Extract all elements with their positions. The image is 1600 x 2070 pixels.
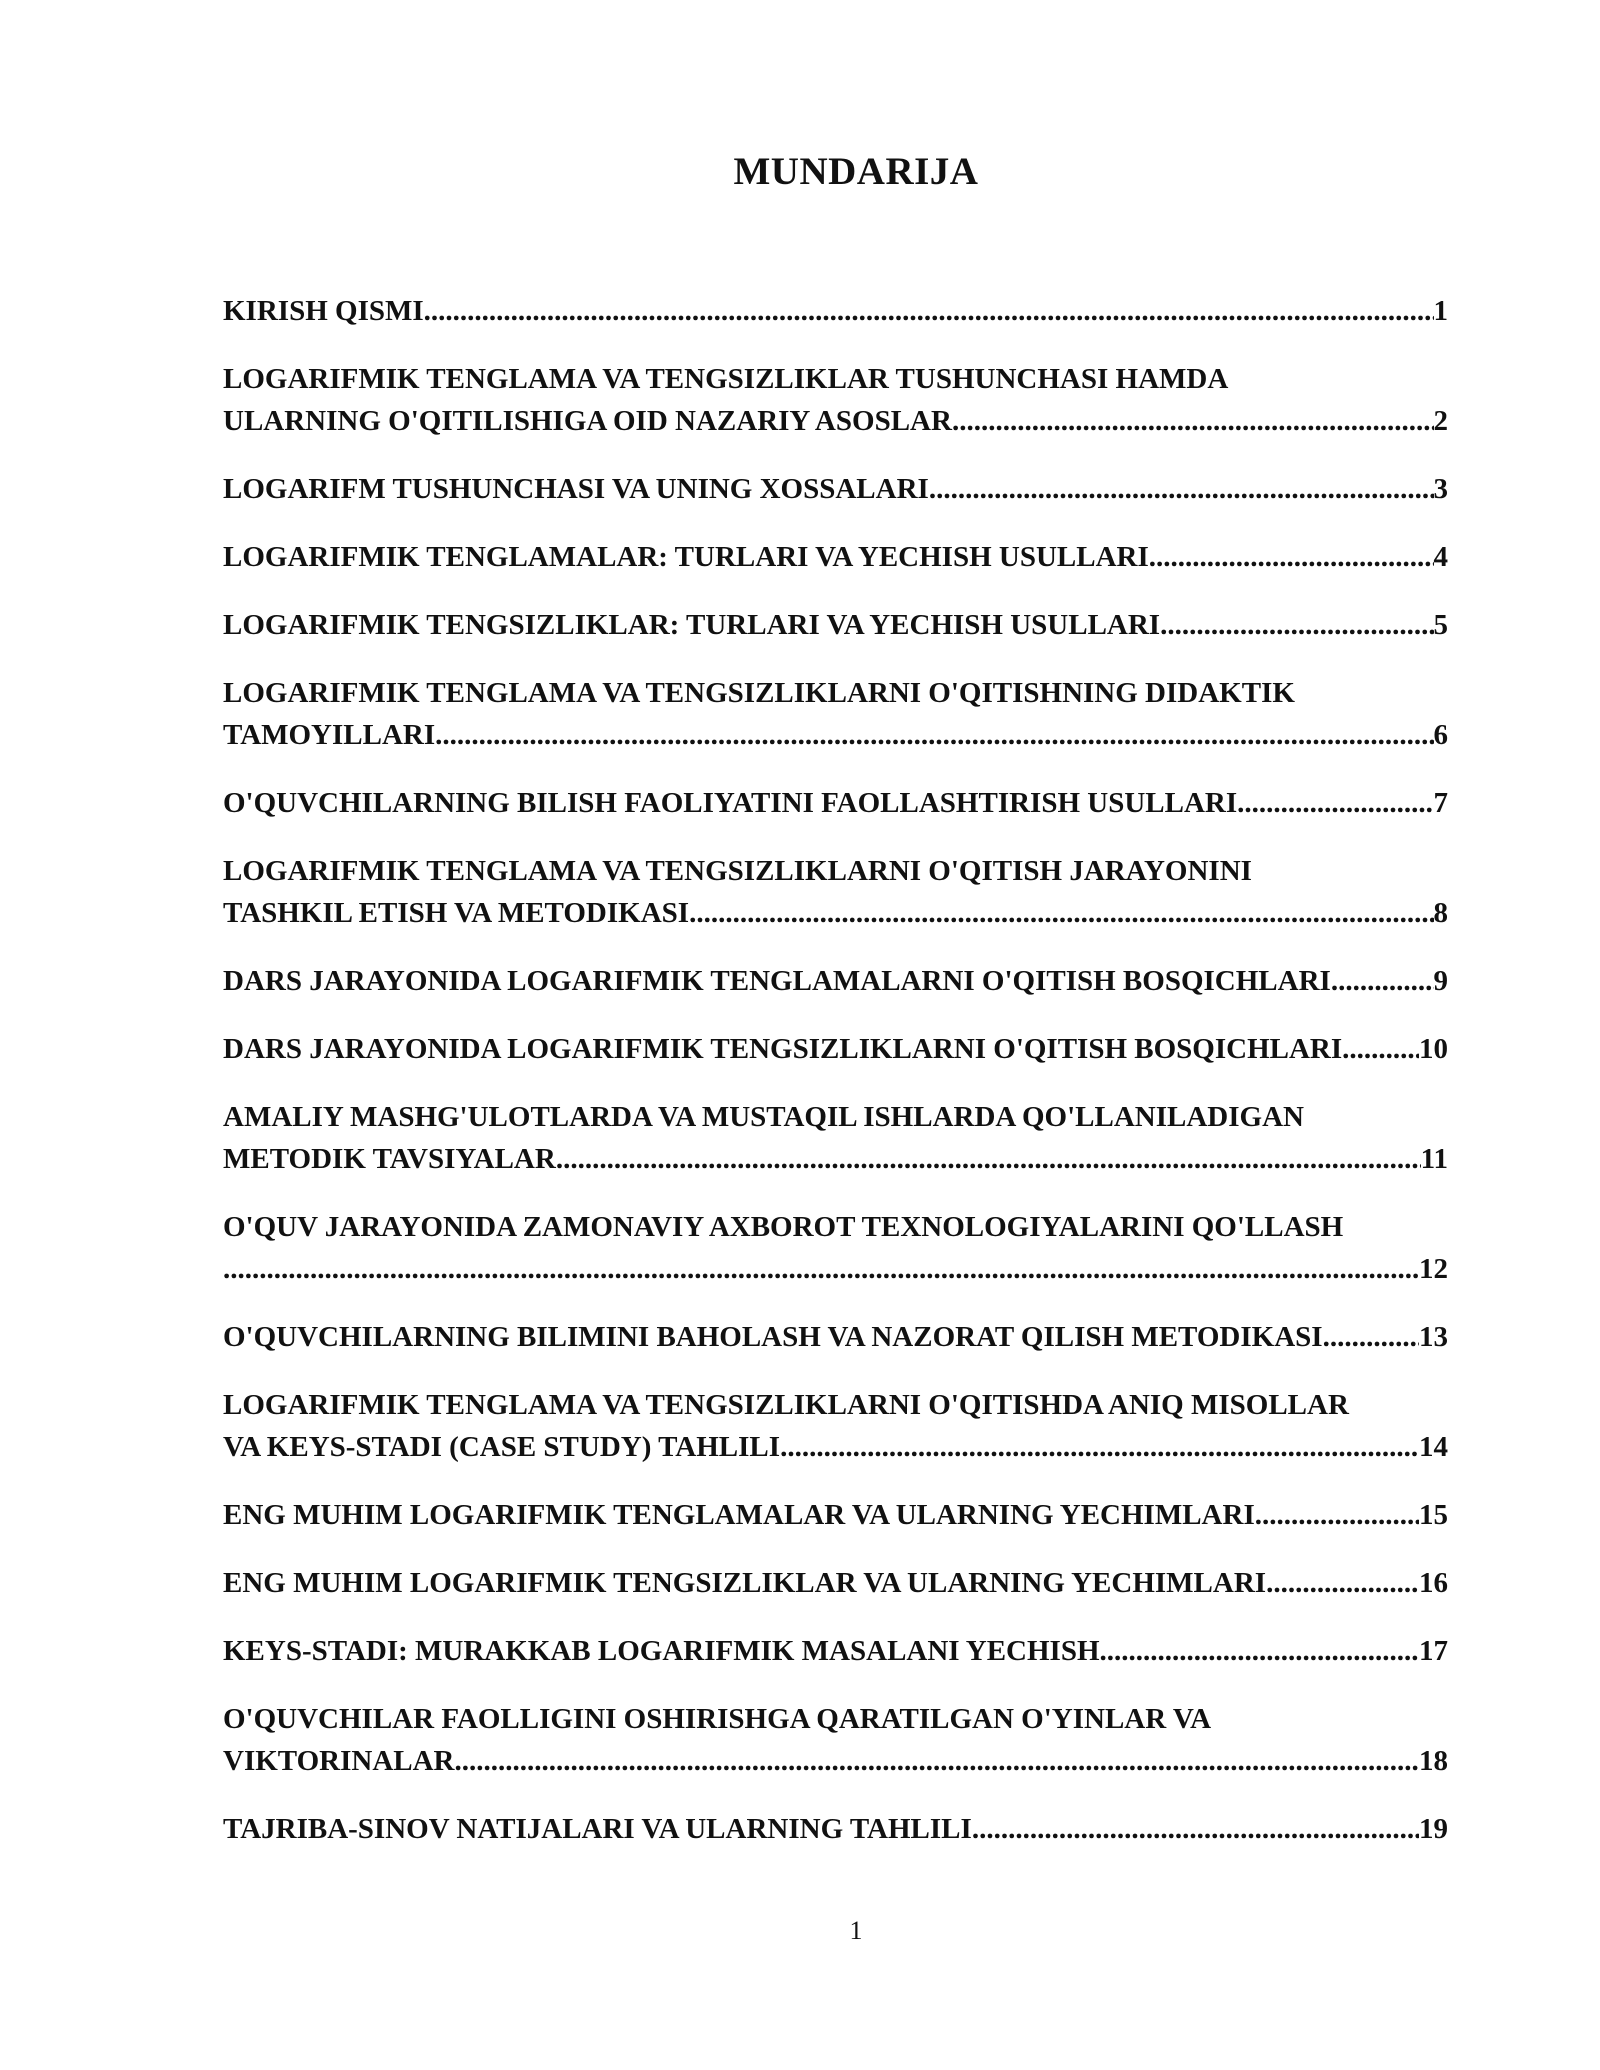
toc-page-number: 6 [1433,719,1448,751]
toc-dot-leader [223,1248,1419,1290]
toc-entry-title: ULARNING O'QITILISHIGA OID NAZARIY ASOSLAR [223,405,952,437]
toc-entry-title: LOGARIFMIK TENGLAMA VA TENGSIZLIKLARNI O'QITISH JARAYONINI [223,855,1252,887]
toc-entry-line [223,1698,1448,1740]
toc-entry-line [223,1028,1448,1070]
table-of-contents [223,290,1468,1876]
toc-dot-leader [780,1426,1419,1468]
toc-page-number: 5 [1433,609,1448,641]
toc-page-number: 9 [1433,965,1448,997]
toc-entry-title: KIRISH QISMI [223,295,424,327]
toc-entry-line [223,536,1448,578]
toc-page-number: 10 [1419,1033,1448,1065]
toc-entry-title: TAMOYILLARI [223,719,436,751]
toc-page-number: 13 [1419,1321,1448,1353]
toc-dot-leader [1237,782,1433,824]
toc-entry-line [223,1248,1448,1290]
toc-entry [223,1096,1468,1180]
toc-page-number: 3 [1433,473,1448,505]
toc-page-number: 17 [1419,1635,1448,1667]
toc-entry [223,1206,1468,1290]
toc-dot-leader [1160,604,1433,646]
toc-entry-line [223,1384,1448,1426]
toc-entry-title: TAJRIBA-SINOV NATIJALARI VA ULARNING TAHLILI [223,1813,972,1845]
toc-entry-line [223,1096,1448,1138]
toc-entry-line [223,714,1448,756]
toc-entry [223,1494,1468,1536]
toc-entry-title: LOGARIFM TUSHUNCHASI VA UNING XOSSALARI [223,473,929,505]
toc-entry [223,672,1468,756]
toc-dot-leader [1323,1316,1419,1358]
toc-entry [223,1028,1468,1070]
toc-dot-leader [455,1740,1419,1782]
toc-entry-title: LOGARIFMIK TENGLAMALAR: TURLARI VA YECHISH USULLARI [223,541,1149,573]
toc-entry [223,1698,1468,1782]
toc-entry-title: ENG MUHIM LOGARIFMIK TENGSIZLIKLAR VA ULARNING YECHIMLARI [223,1567,1267,1599]
toc-entry-title: METODIK TAVSIYALAR [223,1143,556,1175]
toc-page-number: 15 [1419,1499,1448,1531]
toc-entry [223,850,1468,934]
toc-page-number: 4 [1433,541,1448,573]
toc-entry-line [223,1740,1448,1782]
toc-entry-title: O'QUVCHILARNING BILISH FAOLIYATINI FAOLLASHTIRISH USULLARI [223,787,1238,819]
toc-entry-title: VIKTORINALAR [223,1745,455,1777]
toc-entry-line [223,1426,1448,1468]
toc-entry [223,1630,1468,1672]
toc-entry-title: O'QUV JARAYONIDA ZAMONAVIY AXBOROT TEXNOLOGIYALARINI QO'LLASH [223,1211,1344,1243]
toc-entry [223,468,1468,510]
toc-page-number: 18 [1419,1745,1448,1777]
toc-dot-leader [1266,1562,1419,1604]
toc-entry-title: O'QUVCHILARNING BILIMINI BAHOLASH VA NAZORAT QILISH METODIKASI [223,1321,1323,1353]
toc-entry-line [223,1206,1448,1248]
toc-page-number: 11 [1420,1143,1448,1175]
toc-entry-line [223,1562,1448,1604]
toc-entry-line [223,1494,1448,1536]
toc-dot-leader [1100,1630,1419,1672]
toc-entry [223,1384,1468,1468]
toc-entry [223,1316,1468,1358]
toc-page-number: 8 [1433,897,1448,929]
toc-page-number: 12 [1419,1253,1448,1285]
toc-page-number: 1 [1433,295,1448,327]
toc-entry-line [223,960,1448,1002]
toc-entry-title: TASHKIL ETISH VA METODIKASI [223,897,690,929]
toc-entry-title: KEYS-STADI: MURAKKAB LOGARIFMIK MASALANI YECHISH [223,1635,1100,1667]
toc-entry-title: LOGARIFMIK TENGSIZLIKLAR: TURLARI VA YECHISH USULLARI [223,609,1161,641]
toc-entry-title: LOGARIFMIK TENGLAMA VA TENGSIZLIKLARNI O'QITISHDA ANIQ MISOLLAR [223,1389,1349,1421]
toc-entry-title: AMALIY MASHG'ULOTLARDA VA MUSTAQIL ISHLARDA QO'LLANILADIGAN [223,1101,1304,1133]
page-number: 1 [849,1916,863,1945]
toc-entry [223,1808,1468,1850]
toc-entry [223,358,1468,442]
toc-entry-line [223,1316,1448,1358]
toc-dot-leader [556,1138,1421,1180]
toc-entry-line [223,672,1448,714]
toc-entry-line [223,782,1448,824]
toc-entry [223,1562,1468,1604]
toc-entry [223,290,1468,332]
toc-entry-title: O'QUVCHILAR FAOLLIGINI OSHIRISHGA QARATILGAN O'YINLAR VA [223,1703,1212,1735]
toc-entry [223,960,1468,1002]
toc-dot-leader [1149,536,1434,578]
toc-entry-line [223,358,1448,400]
toc-entry-line [223,850,1448,892]
toc-page-number: 16 [1419,1567,1448,1599]
toc-dot-leader [689,892,1433,934]
page-title: MUNDARIJA [733,150,979,193]
toc-page-number: 7 [1433,787,1448,819]
toc-entry [223,604,1468,646]
toc-dot-leader [424,290,1434,332]
toc-dot-leader [1331,960,1434,1002]
toc-entry-line [223,1138,1448,1180]
toc-dot-leader [929,468,1434,510]
toc-entry-line [223,892,1448,934]
toc-entry-title: LOGARIFMIK TENGLAMA VA TENGSIZLIKLAR TUSHUNCHASI HAMDA [223,363,1229,395]
toc-dot-leader [435,714,1433,756]
toc-entry-line [223,1808,1448,1850]
toc-entry-line [223,468,1448,510]
toc-dot-leader [1342,1028,1419,1070]
toc-dot-leader [1255,1494,1419,1536]
toc-entry-title: LOGARIFMIK TENGLAMA VA TENGSIZLIKLARNI O'QITISHNING DIDAKTIK [223,677,1295,709]
toc-entry-line [223,290,1448,332]
toc-entry-title: DARS JARAYONIDA LOGARIFMIK TENGLAMALARNI O'QITISH BOSQICHLARI [223,965,1331,997]
toc-entry-line [223,400,1448,442]
toc-entry [223,782,1468,824]
toc-entry-title: VA KEYS-STADI (CASE STUDY) TAHLILI [223,1431,781,1463]
toc-page-number: 19 [1419,1813,1448,1845]
toc-dot-leader [952,400,1434,442]
toc-entry-title: ENG MUHIM LOGARIFMIK TENGLAMALAR VA ULARNING YECHIMLARI [223,1499,1255,1531]
toc-entry-line [223,1630,1448,1672]
toc-dot-leader [972,1808,1419,1850]
toc-entry [223,536,1468,578]
toc-page-number: 14 [1419,1431,1448,1463]
toc-entry-title: DARS JARAYONIDA LOGARIFMIK TENGSIZLIKLARNI O'QITISH BOSQICHLARI [223,1033,1343,1065]
toc-entry-line [223,604,1448,646]
toc-page-number: 2 [1433,405,1448,437]
